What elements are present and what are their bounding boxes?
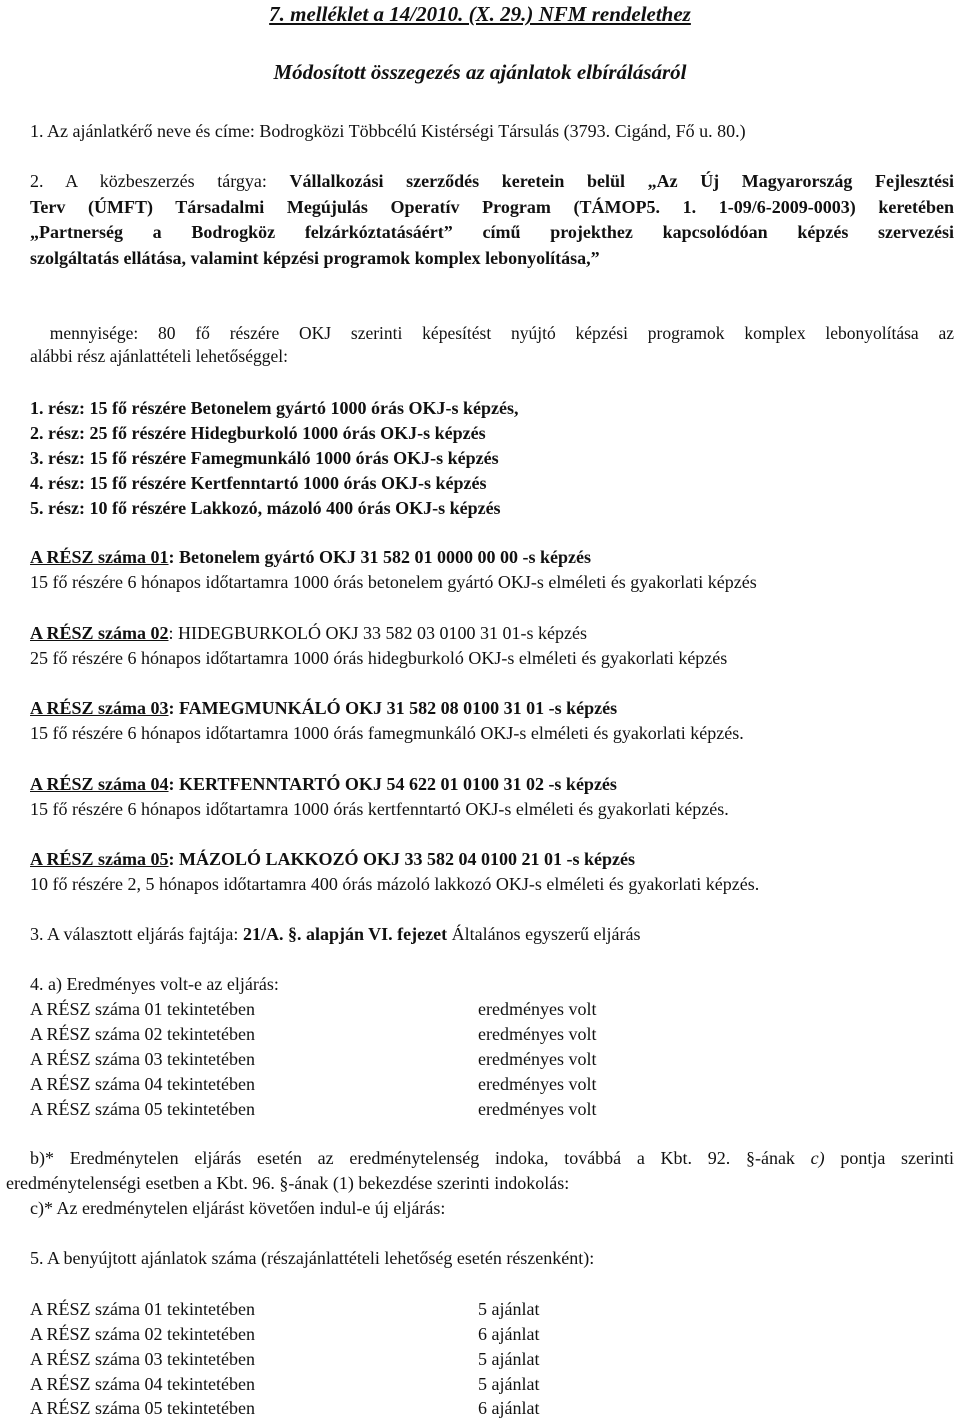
offers-label: A RÉSZ száma 02 tekintetében bbox=[30, 1324, 255, 1344]
result-value: eredményes volt bbox=[478, 1049, 597, 1069]
parts-list-item-4: 4. rész: 15 fő részére Kertfenntartó 1000 órás OKJ-s képzés bbox=[30, 473, 487, 493]
part-01-description: 15 fő részére 6 hónapos időtartamra 1000 órás betonelem gyártó OKJ-s elméleti és gyakorlati képzés bbox=[30, 572, 757, 592]
offers-label: A RÉSZ száma 05 tekintetében bbox=[30, 1398, 255, 1418]
result-label: A RÉSZ száma 04 tekintetében bbox=[30, 1074, 255, 1094]
parts-list-item-5: 5. rész: 10 fő részére Lakkozó, mázoló 400 órás OKJ-s képzés bbox=[30, 498, 501, 518]
result-value: eredményes volt bbox=[478, 1074, 597, 1094]
result-row-01 bbox=[30, 997, 952, 1021]
result-row-03 bbox=[30, 1047, 952, 1071]
section-2-line-1: 2. A közbeszerzés tárgya: Vállalkozási szerződés keretein belül „Az Új Magyarország Fejlesztési bbox=[30, 171, 954, 191]
offers-row-04 bbox=[30, 1372, 952, 1396]
section-2-line-2: Terv (ÚMFT) Társadalmi Megújulás Operatív Program (TÁMOP5. 1. 1-09/6-2009-0003) keretében bbox=[30, 197, 954, 217]
offers-value: 6 ajánlat bbox=[478, 1324, 540, 1344]
offers-value: 5 ajánlat bbox=[478, 1299, 540, 1319]
result-value: eredményes volt bbox=[478, 1024, 597, 1044]
offers-row-01 bbox=[30, 1297, 952, 1321]
part-01-heading: A RÉSZ száma 01: Betonelem gyártó OKJ 31 582 01 0000 00 00 -s képzés bbox=[30, 547, 591, 567]
offers-value: 6 ajánlat bbox=[478, 1398, 540, 1418]
quantity-line-2: alábbi rész ajánlattételi lehetőséggel: bbox=[30, 346, 289, 366]
result-value: eredményes volt bbox=[478, 1099, 597, 1119]
section-3-procedure-type: 3. A választott eljárás fajtája: 21/A. §. alapján VI. fejezet Általános egyszerű eljárás bbox=[30, 924, 641, 944]
result-label: A RÉSZ száma 02 tekintetében bbox=[30, 1024, 255, 1044]
section-4c: c)* Az eredménytelen eljárást követően indul-e új eljárás: bbox=[30, 1198, 446, 1218]
result-label: A RÉSZ száma 05 tekintetében bbox=[30, 1099, 255, 1119]
part-05-description: 10 fő részére 2, 5 hónapos időtartamra 400 órás mázoló lakkozó OKJ-s elméleti és gyakorlati képzés. bbox=[30, 874, 760, 894]
part-05-heading: A RÉSZ száma 05: MÁZOLÓ LAKKOZÓ OKJ 33 582 04 0100 21 01 -s képzés bbox=[30, 849, 636, 869]
section-4b-line-1: b)* Eredménytelen eljárás esetén az eredménytelenség indoka, továbbá a Kbt. 92. §-ának c) pontja szerinti bbox=[30, 1148, 954, 1168]
offers-value: 5 ajánlat bbox=[478, 1349, 540, 1369]
annex-title: 7. melléklet a 14/2010. (X. 29.) NFM rendelethez bbox=[269, 2, 691, 26]
result-row-02 bbox=[30, 1022, 952, 1046]
parts-list-item-1: 1. rész: 15 fő részére Betonelem gyártó 1000 órás OKJ-s képzés, bbox=[30, 398, 519, 418]
part-02-description: 25 fő részére 6 hónapos időtartamra 1000 órás hidegburkoló OKJ-s elméleti és gyakorlati képzés bbox=[30, 648, 728, 668]
offers-row-02 bbox=[30, 1322, 952, 1346]
document-title: Módosított összegezés az ajánlatok elbírálásáról bbox=[273, 60, 687, 84]
parts-list-item-2: 2. rész: 25 fő részére Hidegburkoló 1000 órás OKJ-s képzés bbox=[30, 423, 486, 443]
offers-row-03 bbox=[30, 1347, 952, 1371]
section-4b-line-2: eredménytelenségi esetben a Kbt. 96. §-ának (1) bekezdése szerinti indokolás: bbox=[6, 1173, 570, 1193]
section-4a-title: 4. a) Eredményes volt-e az eljárás: bbox=[30, 974, 279, 994]
result-label: A RÉSZ száma 01 tekintetében bbox=[30, 999, 255, 1019]
section-2-line-4: szolgáltatás ellátása, valamint képzési programok komplex lebonyolítása,” bbox=[30, 248, 600, 268]
section-5-title: 5. A benyújtott ajánlatok száma (részajánlattételi lehetőség esetén részenként): bbox=[30, 1248, 595, 1268]
part-03-description: 15 fő részére 6 hónapos időtartamra 1000 órás famegmunkáló OKJ-s elméleti és gyakorlati képzés. bbox=[30, 723, 744, 743]
part-02-heading: A RÉSZ száma 02: HIDEGBURKOLÓ OKJ 33 582 03 0100 31 01-s képzés bbox=[30, 623, 587, 643]
offers-label: A RÉSZ száma 01 tekintetében bbox=[30, 1299, 255, 1319]
result-value: eredményes volt bbox=[478, 999, 597, 1019]
part-03-heading: A RÉSZ száma 03: FAMEGMUNKÁLÓ OKJ 31 582 08 0100 31 01 -s képzés bbox=[30, 698, 618, 718]
parts-list-item-3: 3. rész: 15 fő részére Famegmunkáló 1000 órás OKJ-s képzés bbox=[30, 448, 499, 468]
quantity-line-1: mennyisége: 80 fő részére OKJ szerinti képesítést nyújtó képzési programok komplex lebonyolítása az bbox=[49, 323, 954, 343]
result-label: A RÉSZ száma 03 tekintetében bbox=[30, 1049, 255, 1069]
section-1-contracting-authority: 1. Az ajánlatkérő neve és címe: Bodrogközi Többcélú Kistérségi Társulás (3793. Cigánd, Fő u. 80.) bbox=[30, 121, 746, 141]
part-04-heading: A RÉSZ száma 04: KERTFENNTARTÓ OKJ 54 622 01 0100 31 02 -s képzés bbox=[30, 774, 617, 794]
section-2-line-3: „Partnerség a Bodrogköz felzárkóztatásáért” című projekthez kapcsolódóan képzés szervezési bbox=[30, 222, 954, 242]
offers-label: A RÉSZ száma 04 tekintetében bbox=[30, 1374, 255, 1394]
offers-value: 5 ajánlat bbox=[478, 1374, 540, 1394]
offers-row-05 bbox=[30, 1396, 952, 1420]
offers-label: A RÉSZ száma 03 tekintetében bbox=[30, 1349, 255, 1369]
part-04-description: 15 fő részére 6 hónapos időtartamra 1000 órás kertfenntartó OKJ-s elméleti és gyakorlati képzés. bbox=[30, 799, 729, 819]
result-row-04 bbox=[30, 1072, 952, 1096]
result-row-05 bbox=[30, 1097, 952, 1121]
